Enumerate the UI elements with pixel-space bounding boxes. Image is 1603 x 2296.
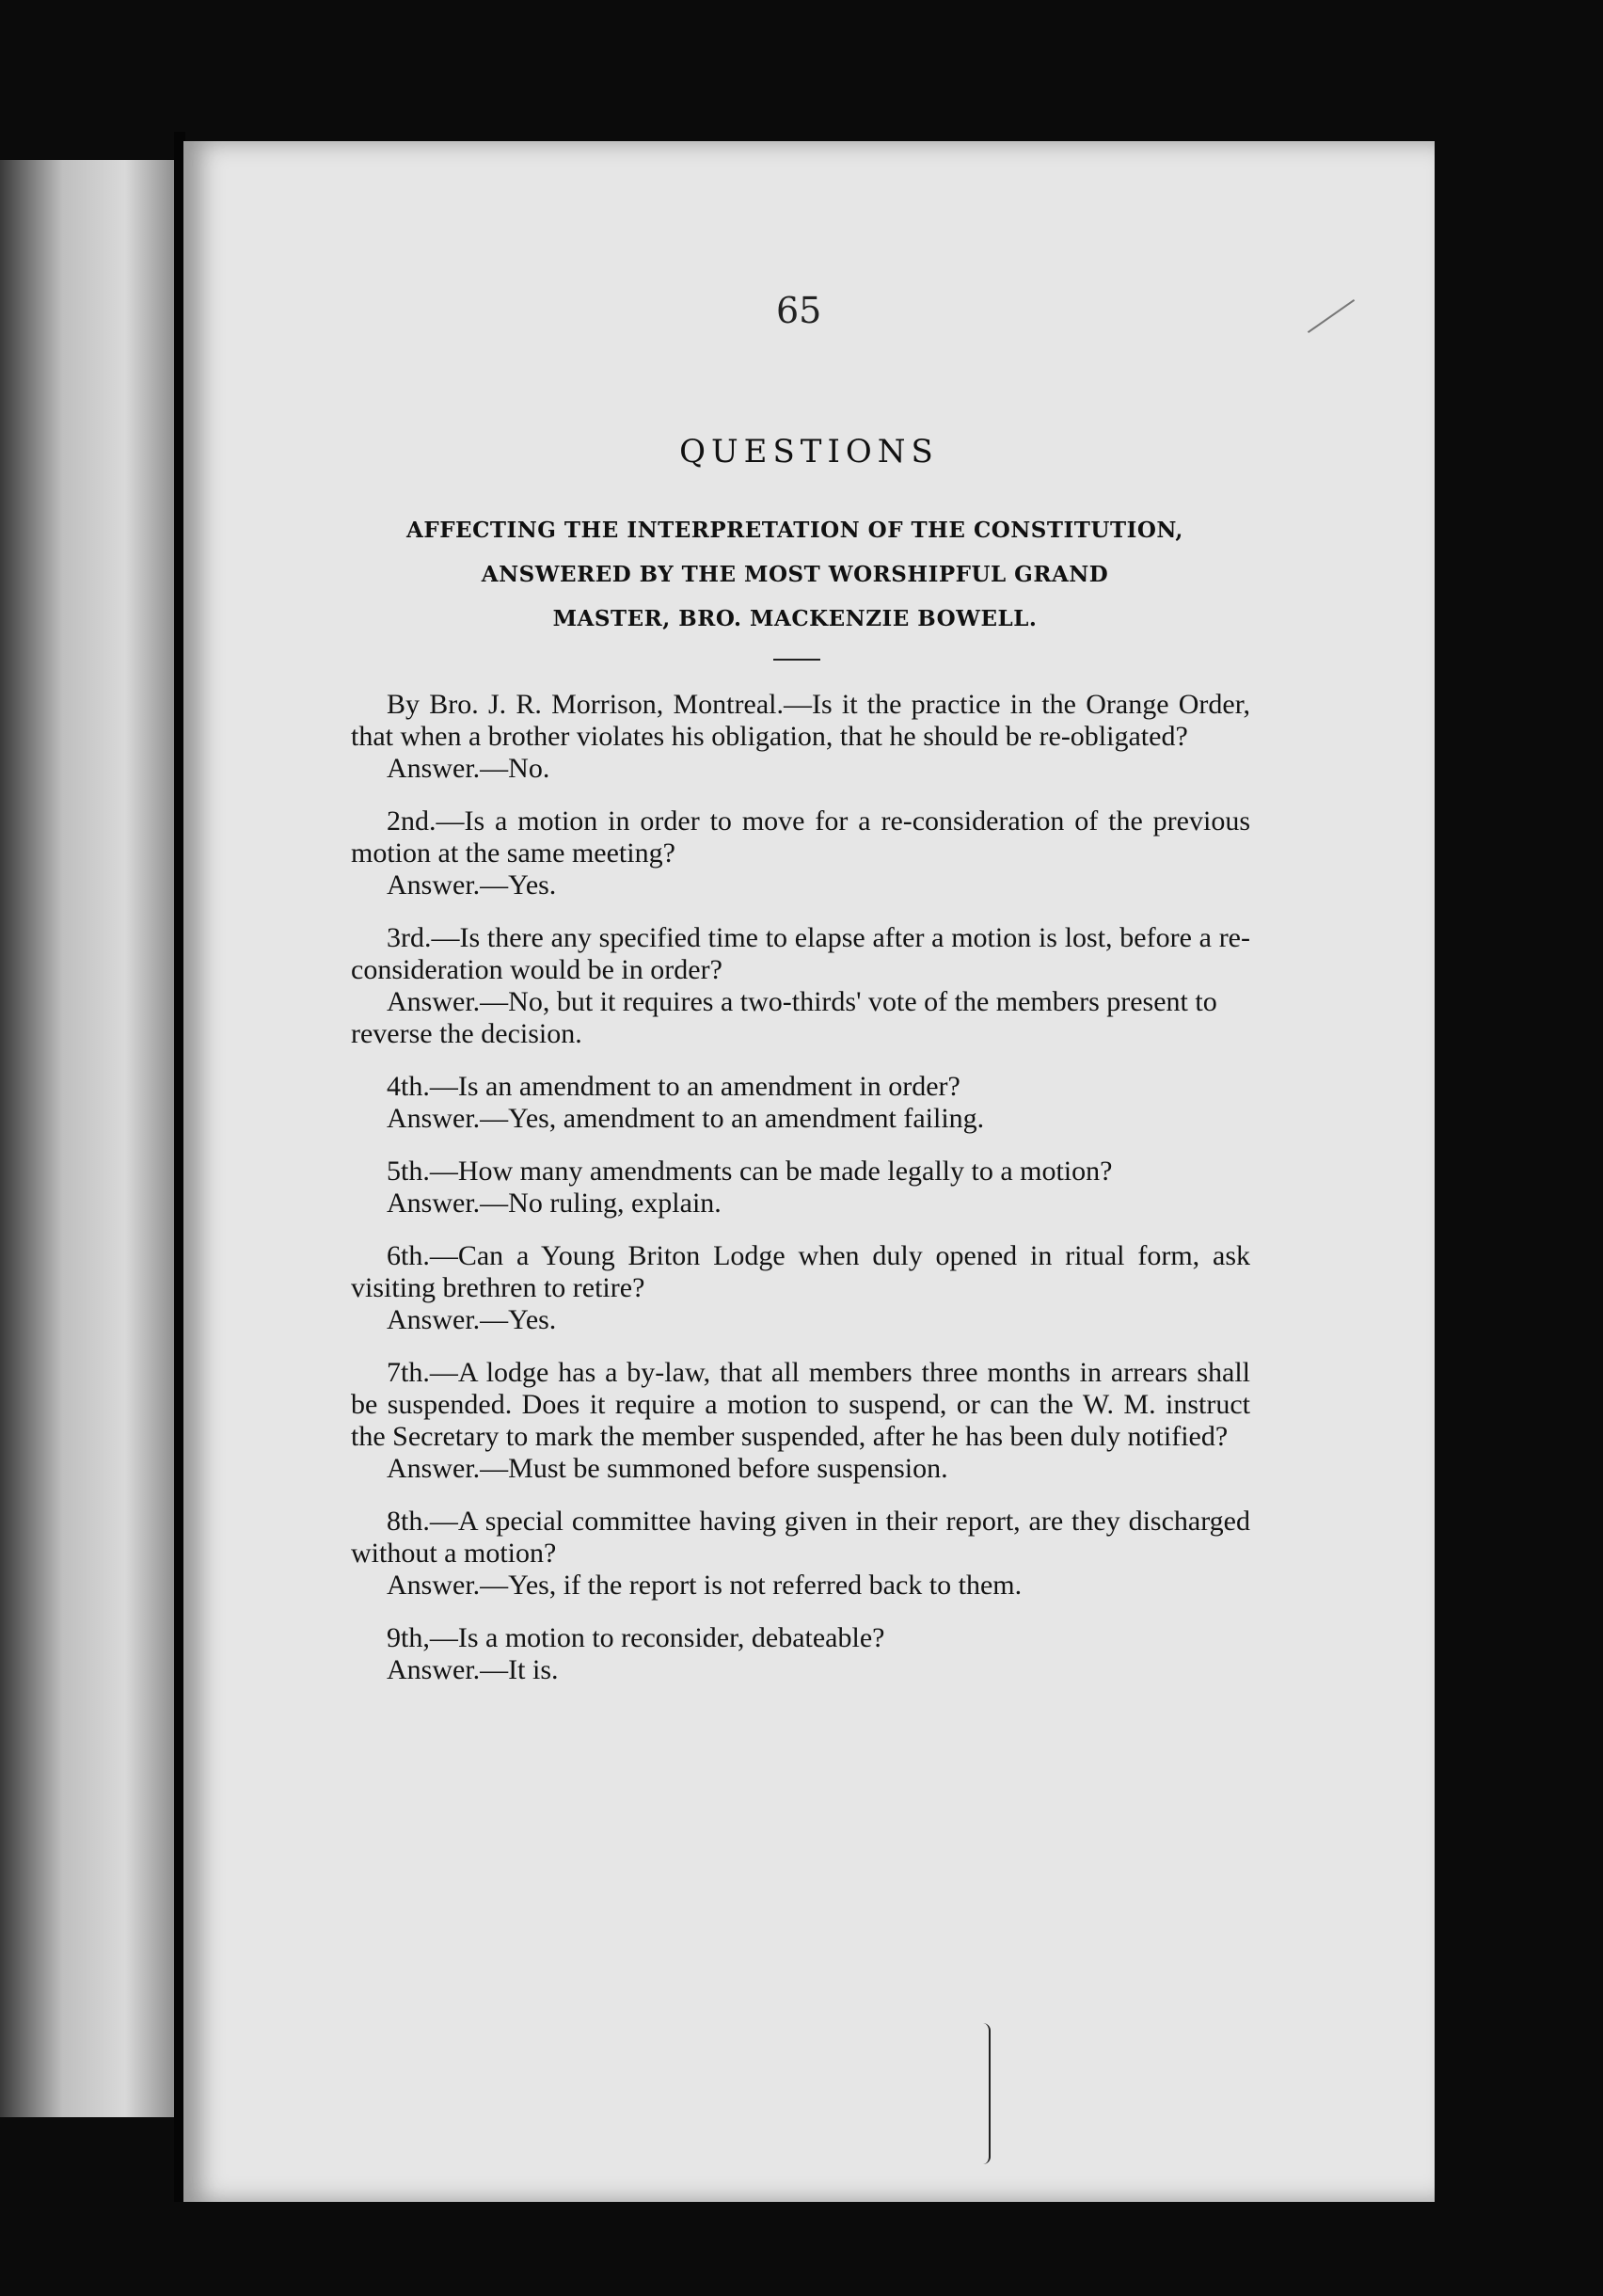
answer-text: Answer.—Yes, if the report is not referred back to them. [387, 1570, 1023, 1601]
answer-text: Answer.—Yes. [387, 869, 557, 901]
question-text: 8th.—A special committee having given in their report, are they discharged without a motion? [351, 1506, 1250, 1569]
question-text: By Bro. J. R. Morrison, Montreal.—Is it the practice in the Orange Order, that when a brother violates his obligation, that he should be re-obligated? [351, 689, 1250, 752]
question-text: 6th.—Can a Young Briton Lodge when duly opened in ritual form, ask visiting brethren to retire? [351, 1240, 1250, 1303]
qa-entry [351, 1506, 1250, 1602]
margin-mark [1308, 299, 1355, 333]
page-title: QUESTIONS [679, 433, 939, 470]
answer-text: Answer.—No, but it requires a two-thirds' vote of the members present to reverse the decision. [351, 986, 1217, 1049]
subtitle [348, 508, 1242, 641]
qa-entry [351, 1240, 1250, 1336]
question-text: 9th,—Is a motion to reconsider, debateable? [387, 1622, 885, 1653]
question-text: 5th.—How many amendments can be made legally to a motion? [387, 1156, 1113, 1187]
answer-text: Answer.—It is. [387, 1654, 559, 1685]
qa-entry [351, 1071, 1250, 1135]
subtitle-line: MASTER, BRO. MACKENZIE BOWELL. [552, 606, 1038, 631]
question-text: 2nd.—Is a motion in order to move for a re-consideration of the previous motion at the same meeting? [351, 805, 1250, 869]
qa-entry [351, 805, 1250, 901]
qa-entry [351, 1622, 1250, 1686]
answer-text: Answer.—No. [387, 753, 550, 784]
divider [773, 659, 820, 661]
subtitle-line: ANSWERED BY THE MOST WORSHIPFUL GRAND [481, 562, 1109, 587]
question-text: 3rd.—Is there any specified time to elapse after a motion is lost, before a re-consideration would be in order? [351, 922, 1250, 985]
qa-entry [351, 922, 1250, 1050]
document-page [183, 141, 1435, 2202]
qa-list [351, 689, 1250, 1686]
subtitle-line: AFFECTING THE INTERPRETATION OF THE CONSTITUTION, [406, 518, 1183, 543]
pencil-mark [983, 2023, 991, 2164]
facing-page-edge [0, 160, 179, 2117]
answer-text: Answer.—No ruling, explain. [387, 1188, 722, 1219]
qa-entry [351, 1156, 1250, 1220]
question-text: 4th.—Is an amendment to an amendment in order? [387, 1071, 960, 1102]
answer-text: Answer.—Yes. [387, 1304, 557, 1335]
qa-entry [351, 1357, 1250, 1485]
qa-entry [351, 689, 1250, 785]
page-number: 65 [776, 290, 822, 331]
question-text: 7th.—A lodge has a by-law, that all members three months in arrears shall be suspended. Does it require a motion to suspend, or can the W. M. instruct the Secretary to mark the member suspended, after he has been duly notified? [351, 1357, 1250, 1452]
answer-text: Answer.—Yes, amendment to an amendment failing. [387, 1103, 985, 1134]
answer-text: Answer.—Must be summoned before suspension. [387, 1453, 948, 1484]
